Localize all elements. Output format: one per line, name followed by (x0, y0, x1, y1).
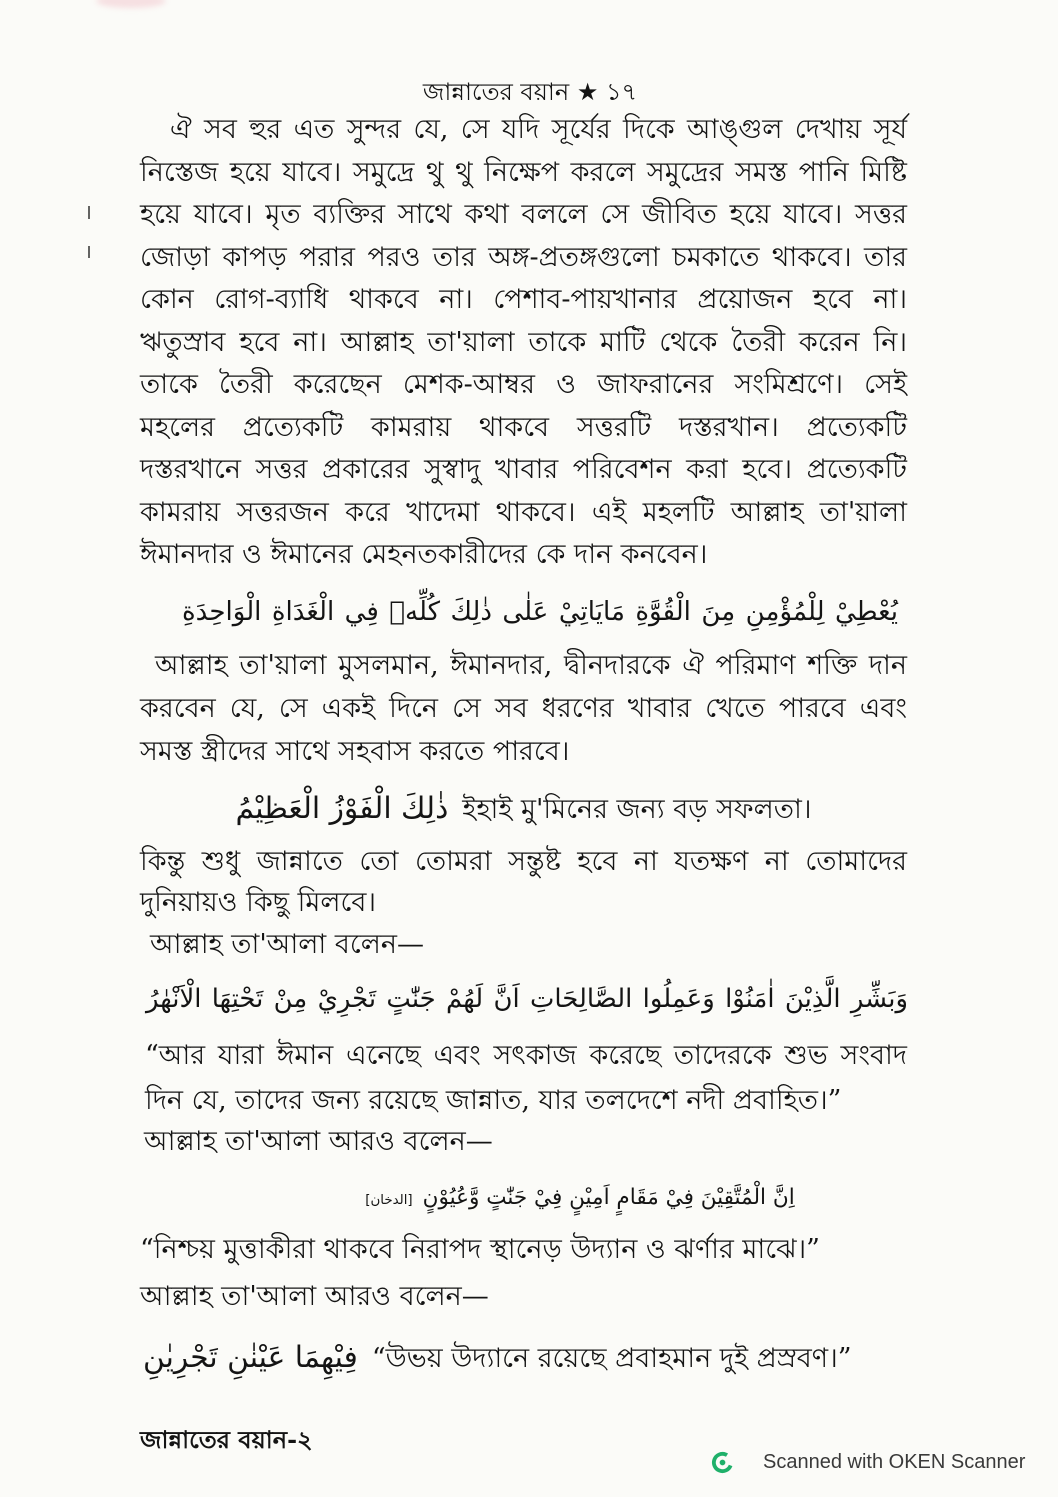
text-line (140, 109, 907, 152)
scan-artifact (88, 206, 90, 219)
verse-2-row (140, 786, 907, 832)
arabic-verse-text: وَبَشِّرِ الَّذِيْنَ اٰمَنُوْا وَعَمِلُوا الصَّالِحَاتِ اَنَّ لَهُمْ جَنّٰتٍ تَجْرِيْ مِنْ تَحْتِهَا الْاَنْهٰرُ (146, 984, 908, 1014)
intro-text: আল্লাহ তা'আলা আরও বলেন— (144, 1126, 493, 1157)
page-header-text: জান্নাতের বয়ান ★ ১৭ (422, 78, 638, 106)
verse-5-translation: “উভয় উদ্যানে রয়েছে প্রবাহমান দুই প্রস্রবণ।” (371, 1343, 852, 1374)
quote-intro-1 (140, 924, 917, 966)
arabic-verse-text: اِنَّ الْمُتَّقِيْنَ فِيْ مَقَامٍ اَمِيْنٍ فِيْ جَنّٰتٍ وَّعُيُوْنٍ (422, 1185, 795, 1210)
line-text: আল্লাহ তা'য়ালা মুসলমান, ঈমানদার, দ্বীনদারকে ঐ পরিমাণ শক্তি দান (155, 650, 907, 681)
line-text: সমস্ত স্ত্রীদের সাথে সহবাস করতে পারবে। (140, 736, 570, 767)
arabic-verse-text: يُعْطِيْ لِلْمُؤْمِنِ مِنَ الْقُوَّةِ مَايَاتِيْ عَلٰى ذٰلِكَ كُلِّهٖ فِي الْغَدَاةِ الْوَاحِدَةِ (182, 597, 898, 627)
text-line (140, 279, 907, 322)
paragraph-2 (140, 644, 907, 773)
scan-artifact (88, 246, 90, 258)
verse-5-content (143, 1335, 852, 1382)
verse-source-citation: [الدخان] (365, 1193, 413, 1208)
text-line (140, 152, 907, 195)
scan-smudge (96, 0, 166, 8)
text-line (140, 492, 907, 535)
line-text: “নিশ্চয় মুত্তাকীরা থাকবে নিরাপদ স্থানেড় উদ্যান ও ঝর্ণার মাঝে।” (140, 1234, 820, 1265)
text-line (140, 194, 907, 237)
translation-1 (140, 1033, 907, 1123)
text-line (140, 534, 907, 577)
paragraph-3 (140, 841, 907, 923)
text-line (140, 364, 907, 407)
oken-scanner-logo-icon (711, 1451, 734, 1474)
text-line (140, 882, 907, 923)
line-text: জোড়া কাপড় পরার পরও তার অঙ্গ-প্রতঙ্গগুলো চমকাতে থাকবে। তার (140, 241, 907, 273)
page-footer-text: জান্নাতের বয়ান-২ (140, 1425, 313, 1454)
line-text: কিন্তু শুধু জান্নাতে তো তোমরা সন্তুষ্ট হবে না যতক্ষণ না তোমাদের (140, 846, 907, 877)
arabic-verse-content (365, 1172, 794, 1227)
line-text: তাকে তৈরী করেছেন মেশক-আম্বর ও জাফরানের সংমিশ্রণে। সেই (140, 369, 907, 400)
line-text: করবেন যে, সে একই দিনে সে সব ধরণের খাবার খেতে পারবে এবং (140, 693, 907, 724)
line-text: দস্তরখানে সত্তর প্রকারের সুস্বাদু খাবার পরিবেশন করা হবে। প্রত্যেকটি (140, 454, 907, 485)
page-header (330, 74, 730, 110)
line-text: দিন যে, তাদের জন্য রয়েছে জান্নাত, যার তলদেশে নদী প্রবাহিত।” (145, 1085, 842, 1116)
verse-2-bengali: ইহাই মু'মিনের জন্য বড় সফলতা। (462, 794, 812, 825)
text-line (140, 449, 907, 492)
text-line (140, 1078, 907, 1123)
quote-intro-2 (140, 1121, 911, 1163)
line-text: কোন রোগ-ব্যাধি থাকবে না। পেশাব-পায়খানার প্রয়োজন হবে না। (140, 284, 907, 315)
text-line (140, 644, 907, 687)
line-text: দুনিয়ায়ও কিছু মিলবে। (140, 887, 377, 918)
line-text: “আর যারা ঈমান এনেছে এবং সৎকাজ করেছে তাদেরকে শুভ সংবাদ (145, 1040, 907, 1071)
arabic-verse-3 (146, 972, 908, 1026)
translation-2 (140, 1229, 907, 1271)
line-text: ঋতুস্রাব হবে না। আল্লাহ তা'য়ালা তাকে মাটি থেকে তৈরী করেন নি। (140, 326, 907, 358)
verse-5-arabic: فِيْهِمَا عَيْنٰنِ تَجْرِيٰنِ (143, 1340, 358, 1375)
text-line (140, 1033, 907, 1078)
text-line (140, 407, 907, 450)
intro-text: আল্লাহ তা'আলা বলেন— (150, 929, 424, 960)
verse-2-arabic: ذٰلِكَ الْفَوْزُ الْعَظِيْمُ (235, 791, 449, 826)
line-text: নিস্তেজ হয়ে যাবে। সমুদ্রে থু থু নিক্ষেপ করলে সমুদ্রের সমস্ত পানি মিষ্টি (140, 156, 907, 188)
text-line (140, 237, 907, 280)
text-line (140, 841, 907, 882)
arabic-verse-4 (360, 1172, 800, 1224)
arabic-verse-1 (182, 586, 898, 638)
line-text: মহলের প্রত্যেকটি কামরায় থাকবে সত্তরটি দস্তরখান। প্রত্যেকটি (140, 411, 907, 443)
text-line (140, 322, 907, 365)
verse-2-content (235, 786, 811, 833)
line-text: হয়ে যাবে। মৃত ব্যক্তির সাথে কথা বললে সে জীবিত হয়ে যাবে। সত্তর (140, 199, 907, 230)
text-line (140, 730, 907, 773)
text-line (140, 687, 907, 730)
scanner-stamp-text: Scanned with OKEN Scanner (763, 1451, 1026, 1473)
line-text: ঐ সব হুর এত সুন্দর যে, সে যদি সূর্যের দিকে আঙ্গুল দেখায় সূর্য (170, 114, 907, 145)
verse-5-row (143, 1335, 910, 1381)
quote-intro-3 (140, 1276, 907, 1318)
line-text: কামরায় সত্তরজন করে খাদেমা থাকবে। এই মহলটি আল্লাহ তা'য়ালা (140, 496, 907, 528)
intro-text: আল্লাহ তা'আলা আরও বলেন— (140, 1281, 489, 1312)
line-text: ঈমানদার ও ঈমানের মেহনতকারীদের কে দান কনবেন। (140, 539, 708, 570)
paragraph-1 (140, 109, 907, 577)
